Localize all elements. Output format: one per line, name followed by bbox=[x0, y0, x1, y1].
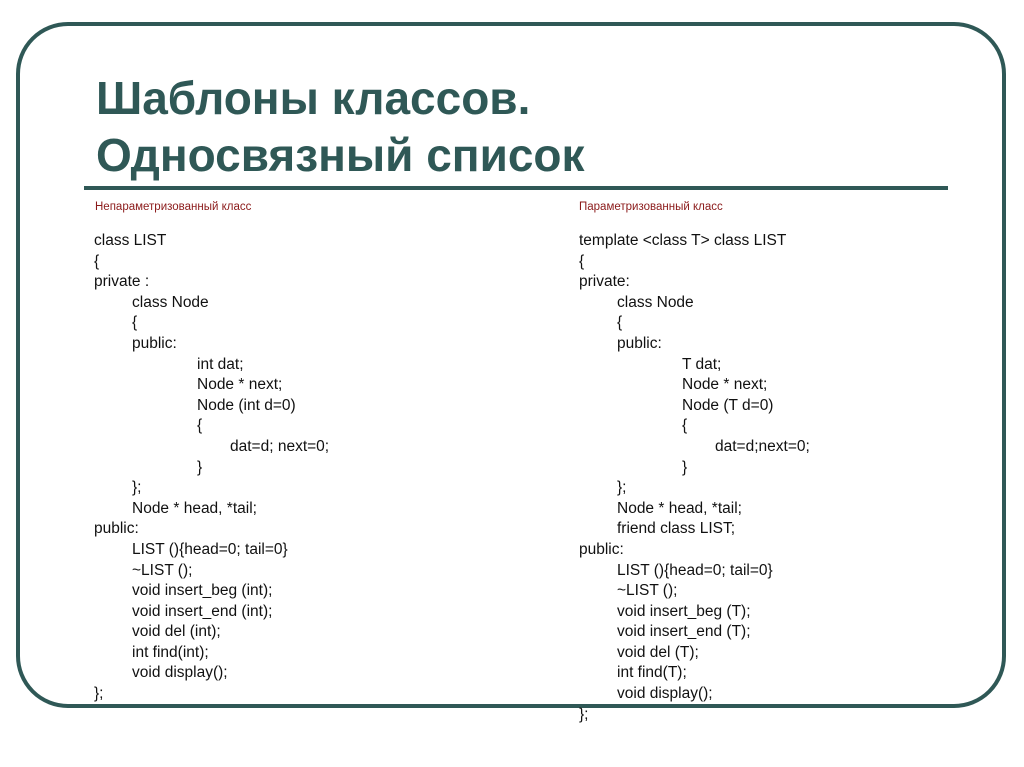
code-line: void display(); bbox=[132, 664, 228, 682]
code-line: { bbox=[197, 417, 203, 435]
code-line: Node * head, *tail; bbox=[132, 499, 257, 517]
code-line: public: bbox=[579, 540, 624, 558]
code-line: { bbox=[617, 314, 623, 332]
code-line: dat=d;next=0; bbox=[715, 437, 810, 455]
code-line: class Node bbox=[617, 293, 694, 311]
code-line: }; bbox=[94, 685, 104, 703]
code-line: Node * next; bbox=[197, 376, 283, 394]
code-line: public: bbox=[94, 520, 139, 538]
code-line: void display(); bbox=[617, 685, 713, 703]
code-line: class LIST bbox=[94, 232, 167, 249]
code-line: void insert_beg (int); bbox=[132, 582, 273, 600]
code-line: }; bbox=[617, 479, 627, 497]
code-line: void del (T); bbox=[617, 643, 699, 661]
code-line: public: bbox=[617, 334, 662, 352]
code-line: ~LIST (); bbox=[617, 582, 678, 600]
code-line: private : bbox=[94, 273, 150, 291]
code-line: friend class LIST; bbox=[617, 520, 736, 538]
code-line: template <class T> class LIST bbox=[579, 232, 787, 249]
code-line: { bbox=[579, 252, 585, 270]
right-code-block bbox=[579, 231, 810, 725]
title-divider bbox=[84, 186, 948, 190]
code-line: { bbox=[94, 252, 100, 270]
code-line: Node * next; bbox=[682, 376, 768, 394]
right-column-header: Параметризованный класс bbox=[579, 201, 723, 213]
code-line: void del (int); bbox=[132, 623, 221, 641]
code-line: Node (T d=0) bbox=[682, 396, 774, 414]
code-line: class Node bbox=[132, 293, 209, 311]
code-line: dat=d; next=0; bbox=[230, 437, 330, 455]
code-line: void insert_end (T); bbox=[617, 623, 751, 641]
slide-title bbox=[96, 70, 585, 184]
code-line: } bbox=[682, 458, 688, 476]
code-line: }; bbox=[579, 705, 589, 723]
left-column-header: Непараметризованный класс bbox=[95, 201, 252, 213]
code-line: } bbox=[197, 458, 203, 476]
code-line: public: bbox=[132, 334, 177, 352]
code-line: void insert_end (int); bbox=[132, 602, 273, 620]
slide-title-line-1: Шаблоны классов. bbox=[96, 72, 531, 124]
code-line: T dat; bbox=[682, 355, 722, 373]
code-line: int find(T); bbox=[617, 664, 687, 682]
code-line: ~LIST (); bbox=[132, 561, 193, 579]
code-line: int find(int); bbox=[132, 643, 209, 661]
code-line: void insert_beg (T); bbox=[617, 602, 751, 620]
code-line: int dat; bbox=[197, 355, 244, 373]
slide-title-line-2: Односвязный список bbox=[96, 129, 585, 181]
left-code-block bbox=[94, 231, 329, 705]
code-line: }; bbox=[132, 479, 142, 497]
code-line: LIST (){head=0; tail=0} bbox=[132, 540, 288, 558]
code-line: Node (int d=0) bbox=[197, 396, 296, 414]
code-line: LIST (){head=0; tail=0} bbox=[617, 561, 773, 579]
code-line: { bbox=[132, 314, 138, 332]
code-line: { bbox=[682, 417, 688, 435]
code-line: private: bbox=[579, 273, 630, 291]
code-line: Node * head, *tail; bbox=[617, 499, 742, 517]
